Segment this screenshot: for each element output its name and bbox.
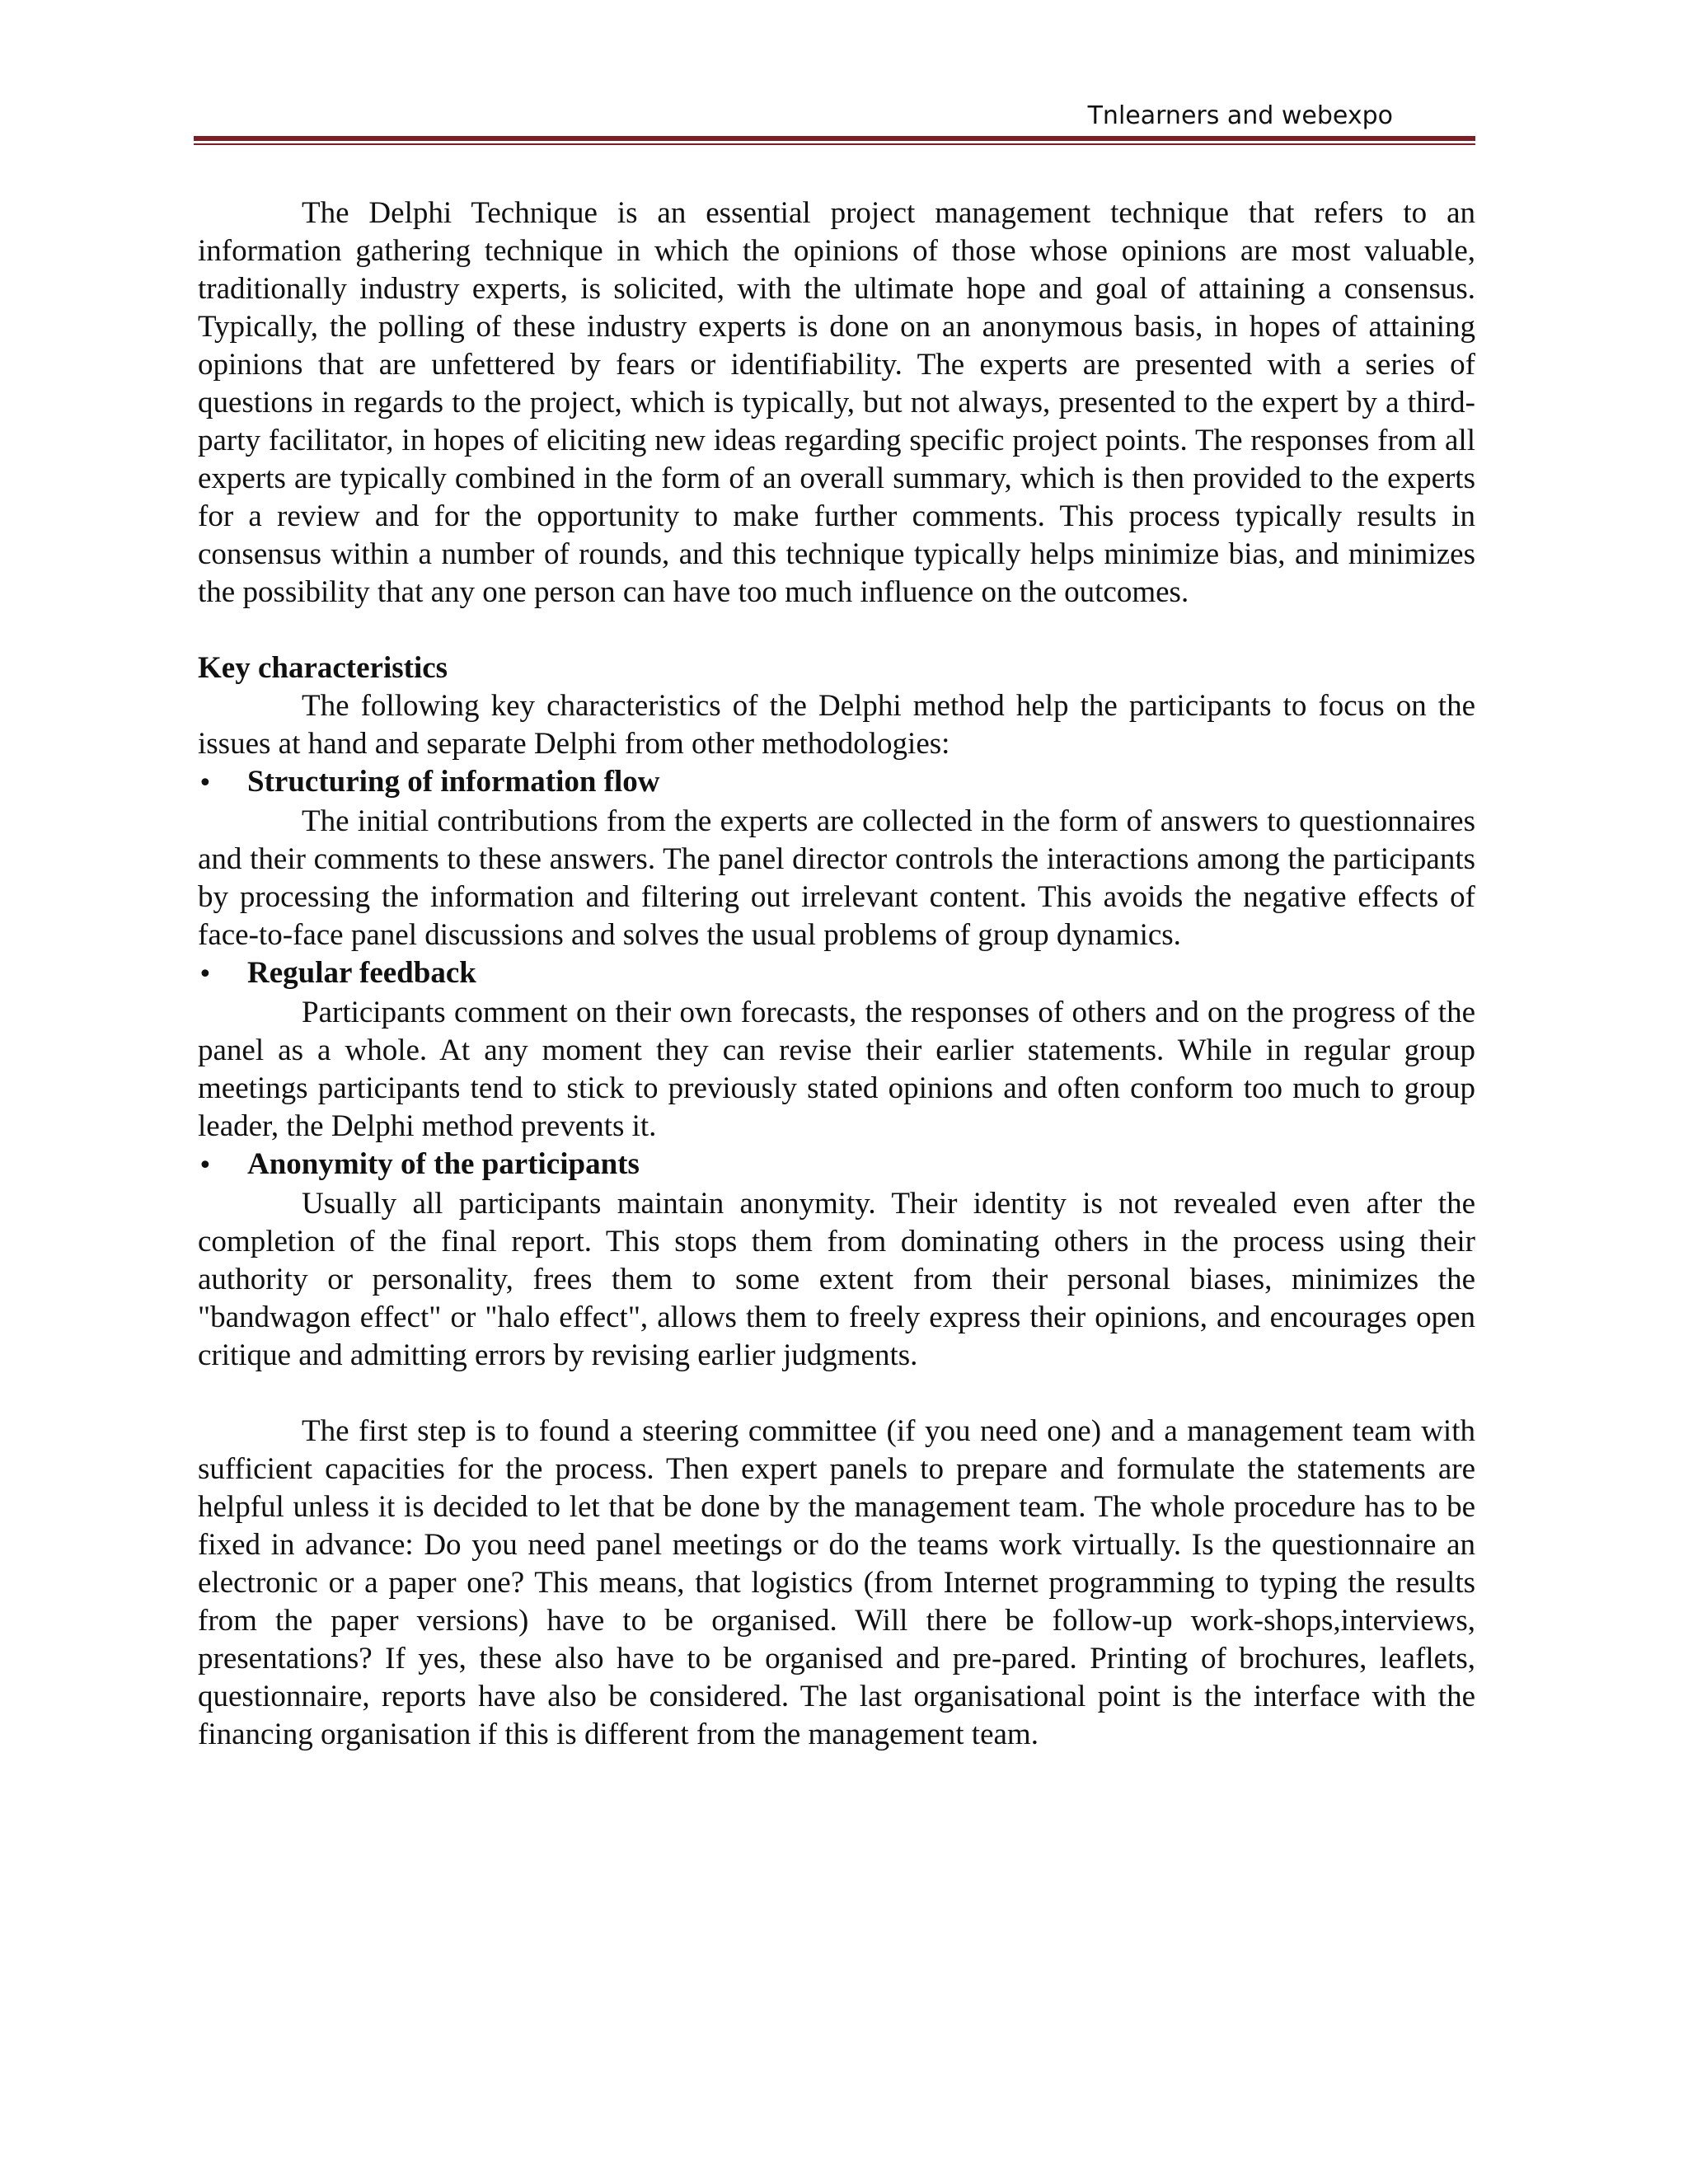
running-header: Tnlearners and webexpo xyxy=(1087,101,1393,130)
bullet-item-title: Anonymity of the participants xyxy=(247,1147,640,1181)
paragraph-gap xyxy=(198,1375,1475,1413)
section-heading: Key characteristics xyxy=(198,651,448,685)
closing-paragraph: The first step is to found a steering committee (if you need one) and a management team with sufficient capacities for the process. Then expert panels to prepare and formulate the statements are helpful unless it is decided to let that be done by the management team. The whole procedure has to be fixed in advance: Do you need panel meetings or do the teams work virtually. Is the questionnaire an electronic or a paper one? This means, that logistics (from Internet programming to typing the results from the paper versions) have to be organised. Will there be follow-up work-shops,interviews, presentations? If yes, these also have to be organised and pre-pared. Printing of brochures, leaflets, questionnaire, reports have also be considered. The last organisational point is the interface with the financing organisation if this is different from the management team. xyxy=(198,1414,1475,1751)
bullet-item-heading xyxy=(198,763,1475,803)
section-intro-paragraph: The following key characteristics of the Delphi method help the participants to focus on the issues at hand and separate Delphi from other methodologies: xyxy=(198,689,1475,761)
header-rule xyxy=(194,136,1475,141)
bullet-item-title: Structuring of information flow xyxy=(247,765,660,799)
bullet-icon: • xyxy=(198,769,213,798)
document-body xyxy=(198,194,1475,1754)
intro-paragraph: The Delphi Technique is an essential project management technique that refers to an information gathering technique in which the opinions of those whose opinions are most valuable, traditionally industry experts, is solicited, with the ultimate hope and goal of attaining a consensus. Typically, the polling of these industry experts is done on an anonymous basis, in hopes of attaining opinions that are unfettered by fears or identifiability. The experts are presented with a series of questions in regards to the project, which is typically, but not always, presented to the expert by a third-party facilitator, in hopes of eliciting new ideas regarding specific project points. The responses from all experts are typically combined in the form of an overall summary, which is then provided to the experts for a review and for the opportunity to make further comments. This process typically results in consensus within a number of rounds, and this technique typically helps minimize bias, and minimizes the possibility that any one person can have too much influence on the outcomes. xyxy=(198,196,1475,609)
header-rule-thin xyxy=(194,143,1475,145)
bullet-item-text: The initial contributions from the experts are collected in the form of answers to questionnaires and their comments to these answers. The panel director controls the interactions among the participants by processing the information and filtering out irrelevant content. This avoids the negative effects of face-to-face panel discussions and solves the usual problems of group dynamics. xyxy=(198,804,1475,952)
bullet-icon: • xyxy=(198,960,213,989)
paragraph-gap xyxy=(198,612,1475,649)
bullet-item-heading xyxy=(198,1146,1475,1185)
bullet-item-heading xyxy=(198,954,1475,994)
bullet-icon: • xyxy=(198,1151,213,1180)
bullet-item-text: Usually all participants maintain anonymity. Their identity is not revealed even after the completion of the final report. This stops them from dominating others in the process using their authority or personality, frees them to some extent from their personal biases, minimizes the "bandwagon effect" or "halo effect", allows them to freely express their opinions, and encourages open critique and admitting errors by revising earlier judgments. xyxy=(198,1187,1475,1372)
bullet-item-title: Regular feedback xyxy=(247,956,476,990)
bullet-item-text: Participants comment on their own forecasts, the responses of others and on the progress of the panel as a whole. At any moment they can revise their earlier statements. While in regular group meetings participants tend to stick to previously stated opinions and often conform too much to group leader, the Delphi method prevents it. xyxy=(198,996,1475,1143)
